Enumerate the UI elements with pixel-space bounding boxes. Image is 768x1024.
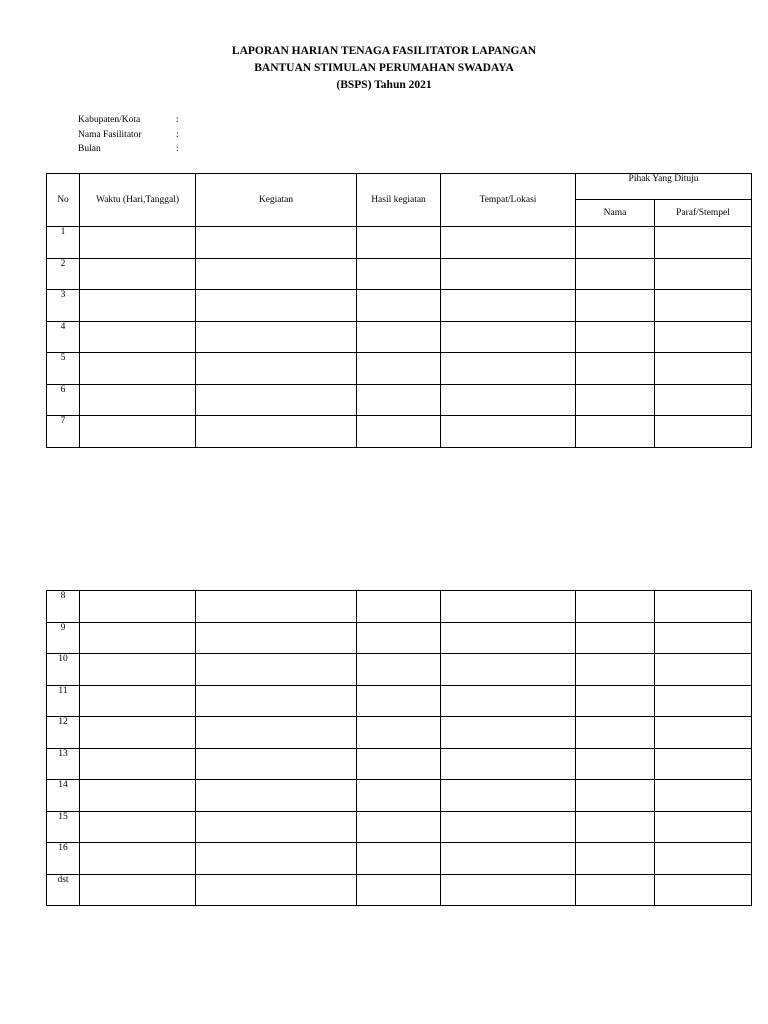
waktu-cell[interactable] [80,321,196,353]
hasil-kegiatan-cell[interactable] [357,227,441,259]
hasil-kegiatan-cell[interactable] [357,416,441,448]
table-row [47,321,752,353]
nama-cell[interactable] [576,685,655,717]
paraf-stempel-cell[interactable] [655,290,752,322]
row-number: 6 [47,384,80,416]
kegiatan-cell[interactable] [196,654,357,686]
kegiatan-cell[interactable] [196,717,357,749]
paraf-stempel-cell[interactable] [655,748,752,780]
row-number: 10 [47,654,80,686]
table-row [47,811,752,843]
meta-label: Kabupaten/Kota [78,115,141,125]
tempat-lokasi-cell[interactable] [441,717,576,749]
paraf-stempel-cell[interactable] [655,227,752,259]
paraf-stempel-cell[interactable] [655,591,752,623]
waktu-cell[interactable] [80,874,196,906]
kegiatan-cell[interactable] [196,258,357,290]
title-line-3: (BSPS) Tahun 2021 [336,79,432,91]
header-pihak-yang-dituju: Pihak Yang Dituju [576,174,752,200]
tempat-lokasi-cell[interactable] [441,654,576,686]
row-number: 11 [47,685,80,717]
waktu-cell[interactable] [80,622,196,654]
tempat-lokasi-cell[interactable] [441,353,576,385]
header-tempat-lokasi: Tempat/Lokasi [441,174,576,227]
nama-cell[interactable] [576,780,655,812]
nama-cell[interactable] [576,748,655,780]
table-row [47,843,752,875]
tempat-lokasi-cell[interactable] [441,811,576,843]
paraf-stempel-cell[interactable] [655,654,752,686]
meta-colon: : [176,115,179,125]
waktu-cell[interactable] [80,685,196,717]
table-row [47,384,752,416]
meta-colon: : [176,129,179,140]
kegiatan-cell[interactable] [196,843,357,875]
meta-label: Nama Fasilitator [78,129,142,140]
tempat-lokasi-cell[interactable] [441,591,576,623]
waktu-cell[interactable] [80,843,196,875]
paraf-stempel-cell[interactable] [655,416,752,448]
header-hasil-kegiatan: Hasil kegiatan [357,174,441,227]
table-row [47,874,752,906]
row-number: 14 [47,780,80,812]
nama-cell[interactable] [576,321,655,353]
nama-cell[interactable] [576,843,655,875]
paraf-stempel-cell[interactable] [655,321,752,353]
meta-label: Bulan [78,144,101,154]
nama-cell[interactable] [576,874,655,906]
tempat-lokasi-cell[interactable] [441,258,576,290]
paraf-stempel-cell[interactable] [655,874,752,906]
meta-fields [78,113,186,157]
paraf-stempel-cell[interactable] [655,353,752,385]
paraf-stempel-cell[interactable] [655,622,752,654]
table-row [47,416,752,448]
paraf-stempel-cell[interactable] [655,780,752,812]
hasil-kegiatan-cell[interactable] [357,874,441,906]
waktu-cell[interactable] [80,416,196,448]
report-title [0,43,768,94]
table-row [47,290,752,322]
tempat-lokasi-cell[interactable] [441,780,576,812]
paraf-stempel-cell[interactable] [655,258,752,290]
table-row [47,685,752,717]
row-number: 9 [47,622,80,654]
table-row [47,258,752,290]
waktu-cell[interactable] [80,717,196,749]
hasil-kegiatan-cell[interactable] [357,748,441,780]
nama-cell[interactable] [576,227,655,259]
paraf-stempel-cell[interactable] [655,685,752,717]
hasil-kegiatan-cell[interactable] [357,843,441,875]
row-number: 16 [47,843,80,875]
title-line-2: BANTUAN STIMULAN PERUMAHAN SWADAYA [254,62,514,74]
kegiatan-cell[interactable] [196,290,357,322]
tempat-lokasi-cell[interactable] [441,748,576,780]
row-number: 15 [47,811,80,843]
row-number: 8 [47,591,80,623]
waktu-cell[interactable] [80,591,196,623]
nama-cell[interactable] [576,290,655,322]
meta-row-kabupaten [78,113,186,128]
header-paraf-stempel: Paraf/Stempel [655,200,752,227]
row-number: 2 [47,258,80,290]
nama-cell[interactable] [576,258,655,290]
waktu-cell[interactable] [80,780,196,812]
nama-cell[interactable] [576,811,655,843]
tempat-lokasi-cell[interactable] [441,227,576,259]
hasil-kegiatan-cell[interactable] [357,258,441,290]
nama-cell[interactable] [576,622,655,654]
tempat-lokasi-cell[interactable] [441,685,576,717]
row-number: 5 [47,353,80,385]
tempat-lokasi-cell[interactable] [441,321,576,353]
kegiatan-cell[interactable] [196,321,357,353]
waktu-cell[interactable] [80,353,196,385]
hasil-kegiatan-cell[interactable] [357,622,441,654]
table-row [47,654,752,686]
tempat-lokasi-cell[interactable] [441,843,576,875]
kegiatan-cell[interactable] [196,748,357,780]
hasil-kegiatan-cell[interactable] [357,685,441,717]
kegiatan-cell[interactable] [196,227,357,259]
meta-row-bulan [78,142,186,157]
table-row [47,780,752,812]
kegiatan-cell[interactable] [196,874,357,906]
waktu-cell[interactable] [80,258,196,290]
hasil-kegiatan-cell[interactable] [357,591,441,623]
kegiatan-cell[interactable] [196,591,357,623]
kegiatan-cell[interactable] [196,384,357,416]
row-number: 13 [47,748,80,780]
report-table-first [46,173,752,448]
table-row [47,227,752,259]
nama-cell[interactable] [576,717,655,749]
paraf-stempel-cell[interactable] [655,717,752,749]
header-kegiatan: Kegiatan [196,174,357,227]
nama-cell[interactable] [576,353,655,385]
paraf-stempel-cell[interactable] [655,384,752,416]
nama-cell[interactable] [576,654,655,686]
header-waktu: Waktu (Hari,Tanggal) [80,174,196,227]
kegiatan-cell[interactable] [196,622,357,654]
row-number: 7 [47,416,80,448]
tempat-lokasi-cell[interactable] [441,622,576,654]
header-nama: Nama [576,200,655,227]
kegiatan-cell[interactable] [196,811,357,843]
row-number: 3 [47,290,80,322]
hasil-kegiatan-cell[interactable] [357,811,441,843]
row-number: 4 [47,321,80,353]
header-no: No [47,174,80,227]
nama-cell[interactable] [576,591,655,623]
hasil-kegiatan-cell[interactable] [357,654,441,686]
paraf-stempel-cell[interactable] [655,811,752,843]
hasil-kegiatan-cell[interactable] [357,321,441,353]
tempat-lokasi-cell[interactable] [441,874,576,906]
nama-cell[interactable] [576,384,655,416]
table-body-second [47,591,752,906]
waktu-cell[interactable] [80,227,196,259]
kegiatan-cell[interactable] [196,416,357,448]
row-number: dst [47,874,80,906]
kegiatan-cell[interactable] [196,685,357,717]
kegiatan-cell[interactable] [196,780,357,812]
nama-cell[interactable] [576,416,655,448]
table-body-first [47,227,752,448]
hasil-kegiatan-cell[interactable] [357,717,441,749]
waktu-cell[interactable] [80,748,196,780]
hasil-kegiatan-cell[interactable] [357,353,441,385]
waktu-cell[interactable] [80,290,196,322]
waktu-cell[interactable] [80,384,196,416]
report-table-second [46,590,752,906]
hasil-kegiatan-cell[interactable] [357,290,441,322]
tempat-lokasi-cell[interactable] [441,290,576,322]
hasil-kegiatan-cell[interactable] [357,384,441,416]
meta-colon: : [176,144,179,154]
row-number: 12 [47,717,80,749]
waktu-cell[interactable] [80,811,196,843]
table-row [47,748,752,780]
kegiatan-cell[interactable] [196,353,357,385]
waktu-cell[interactable] [80,654,196,686]
table-row [47,622,752,654]
row-number: 1 [47,227,80,259]
table-row [47,717,752,749]
paraf-stempel-cell[interactable] [655,843,752,875]
table-row [47,353,752,385]
tempat-lokasi-cell[interactable] [441,416,576,448]
table-row [47,591,752,623]
meta-row-nama-fasilitator [78,128,186,143]
hasil-kegiatan-cell[interactable] [357,780,441,812]
tempat-lokasi-cell[interactable] [441,384,576,416]
title-line-1: LAPORAN HARIAN TENAGA FASILITATOR LAPANGAN [231,45,537,57]
